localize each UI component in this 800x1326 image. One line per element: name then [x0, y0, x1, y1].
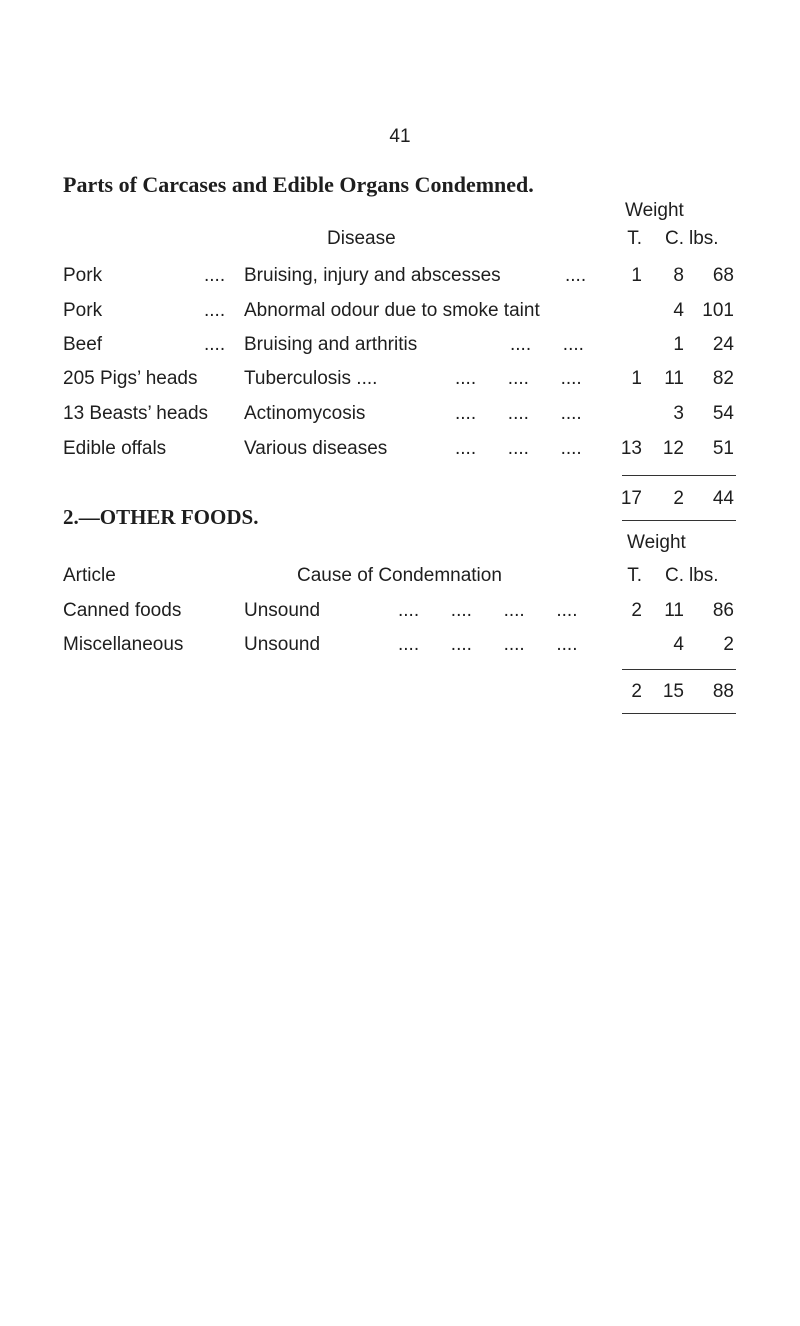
disease-name: Actinomycosis — [244, 403, 366, 424]
part-name: Edible offals — [63, 438, 167, 459]
total-rule-top — [622, 475, 736, 476]
weight-lbs: 101 — [702, 300, 734, 321]
cause-name: Unsound — [244, 634, 321, 655]
weight-lbs: 2 — [723, 634, 734, 655]
disease-name: Various diseases — [244, 438, 388, 459]
section2-t-label: T. — [627, 565, 642, 586]
section1-t-label: T. — [627, 228, 642, 249]
weight-tons: 1 — [631, 265, 642, 286]
weight-tons: 13 — [620, 438, 642, 459]
disease-name: Bruising, injury and abscesses — [244, 265, 501, 286]
section2-lbs-label: lbs. — [689, 565, 719, 586]
article-name: Miscellaneous — [63, 634, 184, 655]
part-name: 13 Beasts’ heads — [63, 403, 209, 424]
weight-lbs: 24 — [712, 334, 734, 355]
section1-title: Parts of Carcases and Edible Organs Condemned. — [63, 172, 534, 197]
section1-lbs-label: lbs. — [689, 228, 719, 249]
weight-cwt: 4 — [673, 634, 684, 655]
weight-tons: 1 — [631, 368, 642, 389]
total-rule-top — [622, 669, 736, 670]
leader-dots: .... .... — [510, 334, 584, 355]
article-name: Canned foods — [63, 600, 182, 621]
weight-lbs: 86 — [712, 600, 734, 621]
leader-dots: .... .... .... — [455, 368, 582, 389]
section1-weight-label: Weight — [625, 200, 684, 221]
weight-lbs: 82 — [712, 368, 734, 389]
total-rule-bottom — [622, 520, 736, 521]
weight-cwt: 1 — [673, 334, 684, 355]
leader-dots: .... — [204, 300, 226, 321]
leader-dots: .... .... .... .... — [398, 634, 578, 655]
weight-cwt: 4 — [673, 300, 684, 321]
disease-name: Abnormal odour due to smoke taint — [244, 300, 540, 321]
part-name: 205 Pigs’ heads — [63, 368, 198, 389]
leader-dots: .... .... .... — [455, 403, 582, 424]
leader-dots: .... .... .... .... — [398, 600, 578, 621]
total-lbs: 88 — [712, 681, 734, 702]
disease-name: Bruising and arthritis — [244, 334, 418, 355]
section2-article-label: Article — [63, 565, 116, 586]
page-number: 41 — [389, 126, 411, 147]
weight-cwt: 11 — [664, 600, 684, 621]
section2-title: 2.—OTHER FOODS. — [63, 505, 259, 529]
weight-tons: 2 — [631, 600, 642, 621]
section1-c-label: C. — [665, 228, 684, 249]
total-tons: 17 — [620, 488, 642, 509]
weight-lbs: 51 — [712, 438, 734, 459]
weight-cwt: 3 — [673, 403, 684, 424]
weight-lbs: 54 — [712, 403, 734, 424]
section2-weight-label: Weight — [627, 532, 686, 553]
total-cwt: 2 — [673, 488, 684, 509]
cause-name: Unsound — [244, 600, 321, 621]
leader-dots: .... — [565, 265, 587, 286]
total-lbs: 44 — [712, 488, 734, 509]
leader-dots: .... — [204, 265, 226, 286]
part-name: Pork — [63, 265, 103, 286]
disease-name: Tuberculosis .... — [244, 368, 378, 389]
weight-cwt: 12 — [662, 438, 684, 459]
total-rule-bottom — [622, 713, 736, 714]
part-name: Pork — [63, 300, 103, 321]
leader-dots: .... .... .... — [455, 438, 582, 459]
total-cwt: 15 — [662, 681, 684, 702]
weight-cwt: 11 — [664, 368, 684, 389]
section2-cause-label: Cause of Condemnation — [297, 565, 502, 586]
leader-dots: .... — [204, 334, 226, 355]
part-name: Beef — [63, 334, 103, 355]
section1-disease-label: Disease — [327, 228, 396, 249]
weight-lbs: 68 — [712, 265, 734, 286]
section2-c-label: C. — [665, 565, 684, 586]
weight-cwt: 8 — [673, 265, 684, 286]
total-tons: 2 — [631, 681, 642, 702]
